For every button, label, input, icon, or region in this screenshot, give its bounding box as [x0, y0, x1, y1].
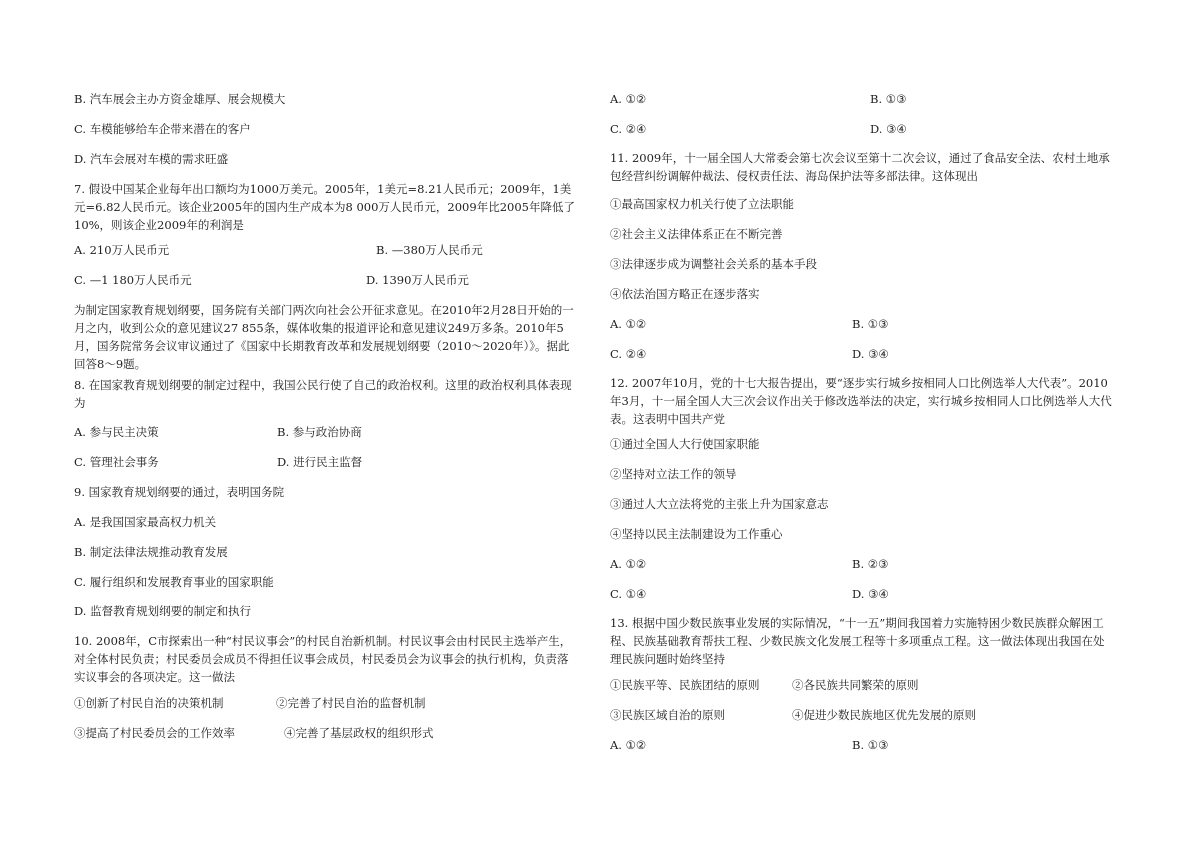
q8-option-a: A. 参与民主决策: [74, 425, 159, 439]
q13-statement-2: ②各民族共同繁荣的原则: [792, 678, 919, 692]
q12-option-a: A. ①②: [610, 557, 647, 571]
q9-option-d: D. 监督教育规划纲要的制定和执行: [74, 604, 252, 618]
q12-statement-4: ④坚持以民主法制建设为工作重心: [610, 527, 783, 541]
q8-option-c: C. 管理社会事务: [74, 455, 159, 469]
q7-option-c: C. —1 180万人民币元: [74, 273, 192, 287]
q10-option-b: B. ①③: [870, 92, 907, 106]
q7-option-a: A. 210万人民币元: [74, 243, 170, 257]
q12-statement-3: ③通过人大立法将党的主张上升为国家意志: [610, 497, 829, 511]
q12-statement-1: ①通过全国人大行使国家职能: [610, 437, 760, 451]
q11-statement-3: ③法律逐步成为调整社会关系的基本手段: [610, 257, 817, 271]
q8-stem: 8. 在国家教育规划纲要的制定过程中，我国公民行使了自己的政治权利。这里的政治权利具体表现为: [74, 378, 572, 410]
material-text: 为制定国家教育规划纲要，国务院有关部门两次向社会公开征求意见。在2010年2月28日开始的一月之内，收到公众的意见建议27 855条，媒体收集的报道评论和意见建议249万多条。2010年5月，国务院常务会议审议通过了《国家中长期教育改革和发展规划纲要（2010～2020年）》。据此回答8～9题。: [74, 303, 574, 371]
q7-stem: 7. 假设中国某企业每年出口额均为1000万美元。2005年，1美元=8.21人民币元；2009年，1美元=6.82人民币元。该企业2005年的国内生产成本为8 000万人民币元，2009年比2005年降低了10%，则该企业2009年的利润是: [74, 182, 575, 232]
q9-option-c: C. 履行组织和发展教育事业的国家职能: [74, 575, 274, 589]
q10-option-c: C. ②④: [610, 122, 647, 136]
q11-statement-2: ②社会主义法律体系正在不断完善: [610, 227, 783, 241]
q11-stem: 11. 2009年，十一届全国人大常委会第七次会议至第十二次会议，通过了食品安全法、农村土地承包经营纠纷调解仲裁法、侵权责任法、海岛保护法等多部法律。这体现出: [610, 151, 1110, 183]
q13-statement-4: ④促进少数民族地区优先发展的原则: [792, 708, 976, 722]
q12-option-d: D. ③④: [852, 587, 889, 601]
q8-option-b: B. 参与政治协商: [277, 425, 362, 439]
q13-option-a: A. ①②: [610, 738, 647, 752]
q10-statement-2: ②完善了村民自治的监督机制: [276, 696, 426, 710]
q7-option-d: D. 1390万人民币元: [366, 273, 469, 287]
q10-option-d: D. ③④: [870, 122, 907, 136]
q9-stem: 9. 国家教育规划纲要的通过，表明国务院: [74, 485, 285, 499]
q6-option-b: B. 汽车展会主办方资金雄厚、展会规模大: [74, 92, 286, 106]
q12-option-b: B. ②③: [852, 557, 889, 571]
q11-statement-4: ④依法治国方略正在逐步落实: [610, 287, 760, 301]
q13-statement-3: ③民族区域自治的原则: [610, 708, 725, 722]
q11-option-d: D. ③④: [852, 347, 889, 361]
q6-option-d: D. 汽车会展对车模的需求旺盛: [74, 152, 229, 166]
q10-statement-1: ①创新了村民自治的决策机制: [74, 696, 224, 710]
q11-statement-1: ①最高国家权力机关行使了立法职能: [610, 197, 794, 211]
q6-option-c: C. 车模能够给车企带来潜在的客户: [74, 122, 251, 136]
q7-option-b: B. —380万人民币元: [376, 243, 483, 257]
q12-option-c: C. ①④: [610, 587, 647, 601]
q10-statement-3: ③提高了村民委员会的工作效率: [74, 726, 235, 740]
q13-statement-1: ①民族平等、民族团结的原则: [610, 678, 760, 692]
q11-option-a: A. ①②: [610, 317, 647, 331]
q10-stem: 10. 2008年，C市探索出一种“村民议事会”的村民自治新机制。村民议事会由村民民主选举产生，对全体村民负责；村民委员会成员不得担任议事会成员，村民委员会为议事会的执行机构，负责落实议事会的各项决定。这一做法: [74, 634, 572, 684]
q13-stem: 13. 根据中国少数民族事业发展的实际情况，“十一五”期间我国着力实施特困少数民族群众解困工程、民族基础教育帮扶工程、少数民族文化发展工程等十多项重点工程。这一做法体现出我国在处理民族问题时始终坚持: [610, 616, 1105, 666]
q12-stem: 12. 2007年10月，党的十七大报告提出，要“逐步实行城乡按相同人口比例选举人大代表”。2010年3月，十一届全国人大三次会议作出关于修改选举法的决定，实行城乡按相同人口比例选举人大代表。这表明中国共产党: [610, 376, 1112, 426]
q10-statement-4: ④完善了基层政权的组织形式: [284, 726, 434, 740]
q13-option-b: B. ①③: [852, 738, 889, 752]
q9-option-a: A. 是我国国家最高权力机关: [74, 515, 217, 529]
q10-option-a: A. ①②: [610, 92, 647, 106]
q9-option-b: B. 制定法律法规推动教育发展: [74, 545, 228, 559]
q12-statement-2: ②坚持对立法工作的领导: [610, 467, 737, 481]
q8-option-d: D. 进行民主监督: [277, 455, 363, 469]
q11-option-b: B. ①③: [852, 317, 889, 331]
q11-option-c: C. ②④: [610, 347, 647, 361]
